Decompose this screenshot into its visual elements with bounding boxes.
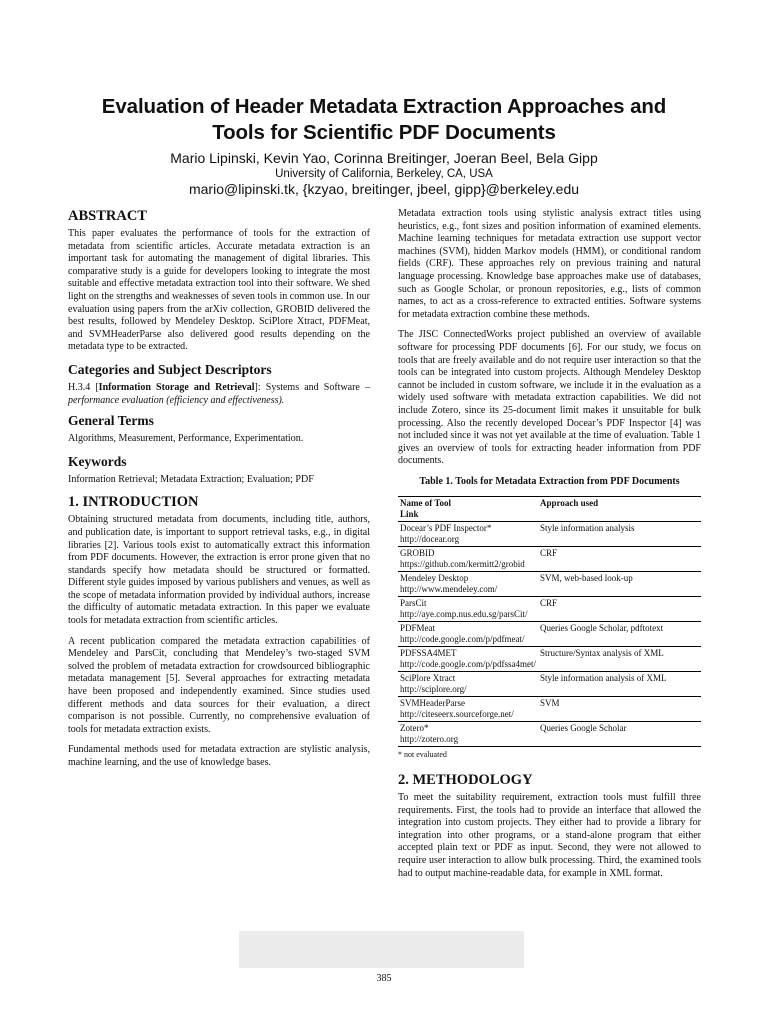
categories-bold: Information Storage and Retrieval [98,381,255,393]
tool-approach: Style information analysis [538,522,701,547]
categories-code: H.3.4 [ [68,381,99,393]
categories-after: ]: Systems and Software [254,381,360,393]
header-name: Name of Tool [400,498,452,509]
tool-name: ParsCit [400,598,427,609]
tool-name: GROBID [400,548,435,559]
tools-table [398,496,701,747]
table-row [398,522,701,547]
header-name-link [398,497,538,522]
affiliation: University of California, Berkeley, CA, USA [275,168,493,180]
table-row [398,547,701,572]
tool-approach: CRF [538,547,701,572]
table-row [398,672,701,697]
page-number: 385 [376,973,392,984]
general-terms-text: Algorithms, Measurement, Performance, Experimentation. [68,433,304,445]
categories-heading: Categories and Subject Descriptors [68,361,272,377]
title-line-1: Evaluation of Header Metadata Extraction Approaches and [101,95,667,118]
tool-name-cell [398,522,538,547]
tool-name: SciPlore Xtract [400,673,456,684]
tool-name-cell [398,647,538,672]
header-approach: Approach used [538,497,701,522]
tool-approach: Style information analysis of XML [538,672,701,697]
table-header-row [398,497,701,522]
table-row [398,597,701,622]
keywords-heading: Keywords [68,453,127,469]
tool-link: http://www.mendeley.com/ [400,584,498,595]
tool-link: http://sciplore.org/ [400,684,467,695]
tool-approach: SVM, web-based look-up [538,572,701,597]
tool-name: Mendeley Desktop [400,573,469,584]
methodology-paragraph: To meet the suitability requirement, extraction tools must fulfill three requirements. First, the tools had to provide an interface that allowed the integration into custom projects. They either had to provide a library for integration into other programs, or a stand-alone program that either accepted plain text or PDF as input. Second, they were not allowed to require user interaction to allow bulk processing. Third, the examined tools had to output machine-readable data, for example in XML format. [398,792,701,879]
tool-name: Zotero* [400,723,429,734]
tool-name: SVMHeaderParse [400,698,465,709]
tool-link: http://zotero.org [400,734,459,745]
intro-paragraph-3: Fundamental methods used for metadata extraction are stylistic analysis, machine learning, and the use of knowledge bases. [68,744,370,768]
keywords-text: Information Retrieval; Metadata Extraction; Evaluation; PDF [68,473,314,485]
tool-approach: CRF [538,597,701,622]
right-column [398,208,701,888]
intro-paragraph-2: A recent publication compared the metadata extraction capabilities of Mendeley and ParsCit, concluding that Mendeley’s two-staged SVM solved the problem of metadata extraction for crowdsourced bibliographic metadata management [5]. Several approaches for extracting metadata have been proposed and independently examined. Since studies used different methods and data sources for their evaluation, a direct comparison is not possible. Currently, no comprehensive evaluation of tools for metadata extraction exists. [68,635,370,735]
general-terms-heading: General Terms [68,413,154,429]
tool-name-cell [398,697,538,722]
copyright-placeholder-box [239,931,524,968]
tool-name: PDFSSA4MET [400,648,457,659]
tool-link: http://code.google.com/p/pdfssa4met/ [400,659,536,670]
table-footnote: * not evaluated [398,750,447,760]
tool-name: Docear’s PDF Inspector* [400,523,492,534]
tool-approach: Queries Google Scholar [538,722,701,747]
categories-italic: – performance evaluation (efficiency and effectiveness). [68,381,370,406]
introduction-heading: 1. INTRODUCTION [68,494,199,511]
table-row [398,647,701,672]
methodology-heading: 2. METHODOLOGY [398,772,533,789]
tool-name-cell [398,722,538,747]
categories-text [68,382,370,407]
table-row [398,622,701,647]
right-paragraph-1: Metadata extraction tools using stylistic analysis extract titles using heuristics, e.g., font sizes and position information of examined elements. Machine learning techniques for metadata extraction use support vector machines (SVM), hidden Markov models (HMM), or conditional random fields (CRF). These approaches rely on previous training and natural language processing. Knowledge base approaches make use of databases, such as Google Scholar, or pronoun repositories, e.g., lists of common names, to act as a cross-reference to extracted entities. Software systems for metadata extraction combine these methods. [398,208,701,320]
tools-table-body [398,522,701,747]
table-row [398,572,701,597]
author-emails: mario@lipinski.tk, {kzyao, breitinger, jbeel, gipp}@berkeley.edu [188,181,580,197]
abstract-text: This paper evaluates the performance of tools for the extraction of metadata from scientific articles. Accurate metadata extraction is an important task for automating the management of digital libraries. This comparative study is a guide for developers looking to integrate the most suitable and effective metadata extraction tool into their software. We shed light on the strengths and weaknesses of seven tools in common use. In our evaluation using papers from the arXiv collection, GROBID delivered the best results, followed by Mendeley Desktop. SciPlore Xtract, PDFMeat, and SVMHeaderParse also delivered good results depending on the metadata type to be extracted. [68,228,370,353]
tool-link: http://citeseerx.sourceforge.net/ [400,709,514,720]
intro-paragraph-1: Obtaining structured metadata from documents, including title, authors, and publication date, is important to support retrieval tasks, e.g., in digital libraries [2]. Various tools exist to automatically extract this information from PDF documents. However, the extraction is error prone given that no standards specify how metadata should be structured or formatted. Different style guides imposed by various publishers and venues, as well as the scope of metadata information provided by individual authors, increase the difficulty of automatic metadata extraction. In this paper we evaluate tools for metadata extraction from scientific articles. [68,514,370,627]
table-row [398,697,701,722]
table-row [398,722,701,747]
right-paragraph-2: The JISC ConnectedWorks project published an overview of available software for processing PDF documents [6]. For our study, we focus on tools that are freely available and do not require user interaction so that the tools can be integrated into custom projects. Although Mendeley Desktop cannot be included in custom software, we include it in the evaluation as a widely used software with metadata extraction capabilities. We did not include Zotero, since its 25-document limit makes it unsuitable for bulk processing. Also the recently developed Docear’s PDF Inspector [4] was not included since it was not yet available at the time of evaluation. Table 1 gives an overview of tools for extracting header information from PDF documents. [398,329,701,467]
tool-link: http://aye.comp.nus.edu.sg/parsCit/ [400,609,528,620]
abstract-heading: ABSTRACT [68,208,147,224]
tool-approach: Structure/Syntax analysis of XML [538,647,701,672]
tool-approach: Queries Google Scholar, pdftotext [538,622,701,647]
header-link: Link [400,509,419,520]
table-caption: Table 1. Tools for Metadata Extraction from PDF Documents [419,475,680,487]
tool-link: https://github.com/kermitt2/grobid [400,559,525,570]
tool-name: PDFMeat [400,623,436,634]
title-line-2: Tools for Scientific PDF Documents [212,121,556,144]
tool-name-cell [398,572,538,597]
tool-link: http://code.google.com/p/pdfmeat/ [400,634,525,645]
author-list: Mario Lipinski, Kevin Yao, Corinna Breitinger, Joeran Beel, Bela Gipp [170,150,598,166]
tool-link: http://docear.org [400,534,460,545]
tool-approach: SVM [538,697,701,722]
tool-name-cell [398,672,538,697]
left-column [68,208,370,778]
paper-title [40,94,728,146]
tool-name-cell [398,547,538,572]
tool-name-cell [398,622,538,647]
tool-name-cell [398,597,538,622]
